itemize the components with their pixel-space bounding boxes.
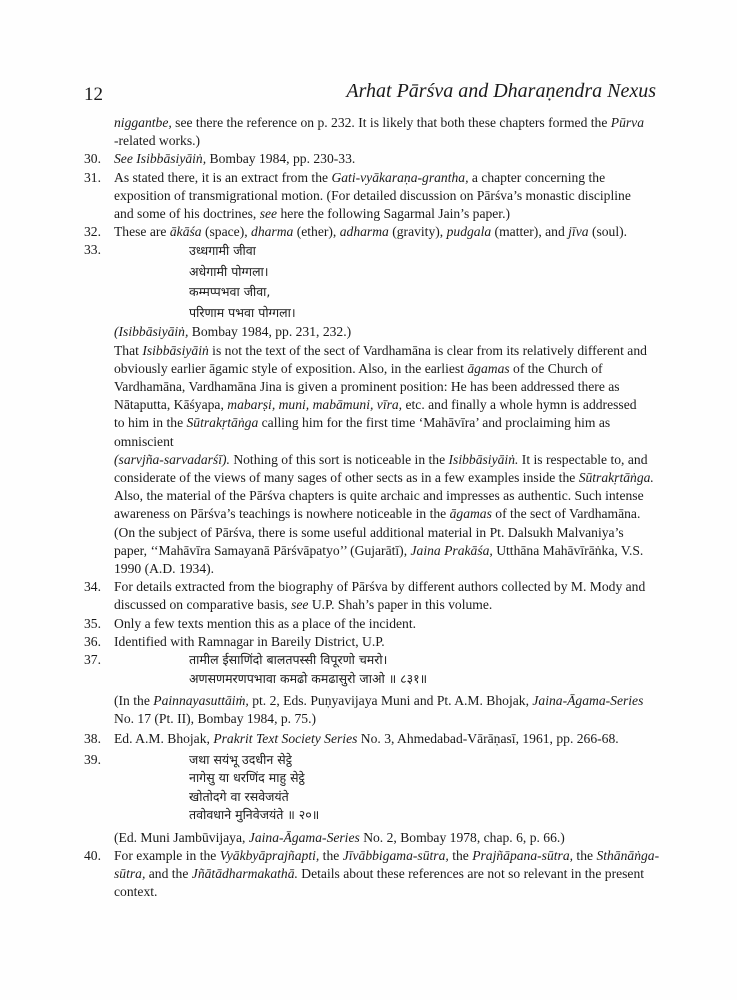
verse-line: उध्धगामी जीवा xyxy=(189,243,256,259)
text-run: to him in the xyxy=(114,415,187,431)
note-number: 40. xyxy=(84,847,101,863)
italic-term: pudgala xyxy=(446,224,492,240)
text-run: For example in the xyxy=(114,847,220,863)
text-run: (ether), xyxy=(293,224,340,240)
note-continuation xyxy=(84,114,660,150)
text-line: 1990 (A.D. 1934). xyxy=(114,561,215,577)
running-head: Arhat Pārśva and Dharaṇendra Nexus xyxy=(346,80,656,102)
text-run: Bombay 1984, pp. 230-33. xyxy=(206,151,356,167)
text-run: Utthāna Mahāvīrāṅka, V.S. xyxy=(492,542,644,558)
text-run: Details about these references are not so relevant in the present xyxy=(297,866,645,882)
note-36 xyxy=(84,633,660,651)
text-line: For details extracted from the biography of Pārśva by different authors collected by M. Mody and xyxy=(114,579,646,595)
text-run: obviously earlier āgamic style of exposition. Also, in the earliest xyxy=(114,360,468,376)
text-run: (matter), and xyxy=(491,224,569,240)
text-run: (Ed. Muni Jambūvijaya, xyxy=(114,829,249,845)
text-run: Bombay 1984, pp. 231, 232.) xyxy=(188,324,352,340)
italic-term: ākāśa xyxy=(169,224,202,240)
page-header xyxy=(84,78,656,108)
note-number: 35. xyxy=(84,615,101,631)
text-line: Vardhamāna, Vardhamāna Jina is given a prominent position: He has been addressed there as xyxy=(114,379,620,395)
italic-term: Sūtrakṛtāṅga. xyxy=(578,470,654,486)
verse-line: खोतोदगे वा रसवेजयंते xyxy=(189,788,289,804)
text-run: (soul). xyxy=(588,224,628,240)
sanskrit-verse xyxy=(114,651,660,688)
note-number: 39. xyxy=(84,751,101,767)
italic-term: Isibbāsiyāiṅ. xyxy=(448,451,519,467)
verse-line: परिणाम पभवा पोग्गला। xyxy=(189,304,296,320)
text-run: here the following Sagarmal Jain’s paper.) xyxy=(277,206,511,222)
note-32 xyxy=(84,223,660,241)
note-34 xyxy=(84,578,660,614)
text-line: exposition of transmigrational motion. (For detailed discussion on Pārśva’s monastic discipline xyxy=(114,187,631,203)
text-run: and some of his doctrines, xyxy=(114,206,260,222)
note-number: 37. xyxy=(84,652,101,668)
italic-term: Pūrva xyxy=(610,115,645,130)
text-run: No. 3, Ahmedabad-Vārāṇasī, 1961, pp. 266-68. xyxy=(357,731,619,747)
text-run: see there the reference on p. 232. It is likely that both these chapters formed the xyxy=(171,115,611,130)
text-run: Only a few texts mention this as a place of the incident. xyxy=(114,615,416,631)
note-30 xyxy=(84,150,660,168)
text-run: of the sect of Vardhamāna. xyxy=(491,506,641,522)
italic-term: sūtra, xyxy=(114,866,146,882)
text-run: considerate of the views of many sages of other sects as in a few examples inside the xyxy=(114,470,579,486)
text-run: of the Church of xyxy=(509,360,603,376)
italic-term: Jaina-Āgama-Series xyxy=(248,829,360,845)
note-number: 32. xyxy=(84,224,101,240)
verse-line: तवोवधाने मुनिवेजयंते ॥ २०॥ xyxy=(189,807,320,823)
italic-term: jīva xyxy=(568,224,589,240)
note-number: 34. xyxy=(84,579,101,595)
text-run: calling him for the first time ‘Mahāvīra’ and proclaiming him as omniscient xyxy=(114,415,611,449)
text-run: No. 2, Bombay 1978, chap. 6, p. 66.) xyxy=(359,829,565,845)
italic-term: āgamas xyxy=(467,360,510,376)
text-line: (On the subject of Pārśva, there is some useful additional material in Pt. Dalsukh Malvaniya’s xyxy=(114,524,624,540)
italic-term: see xyxy=(259,206,278,222)
verse-line: अधेगामी पोग्गला। xyxy=(189,263,269,279)
sanskrit-verse xyxy=(114,751,660,825)
italic-term: Jīvābbigama-sūtra, xyxy=(342,847,449,863)
italic-term: Prajñāpana-sūtra, xyxy=(472,847,574,863)
text-run: the xyxy=(319,847,343,863)
italic-term: Painnayasuttāiṁ, xyxy=(153,693,249,709)
text-run: U.P. Shah’s paper in this volume. xyxy=(308,597,493,613)
note-40 xyxy=(84,847,660,902)
verse-line: कम्मप्पभवा जीवा, xyxy=(189,284,271,300)
verse-line: तामील ईसाणिंदो बालतपस्सी विपूरणो चमरो। xyxy=(189,652,388,668)
text-run: and the xyxy=(145,866,192,882)
note-number: 36. xyxy=(84,633,101,649)
italic-term: see xyxy=(291,597,309,613)
text-run: Ed. A.M. Bhojak, xyxy=(114,731,214,747)
note-39 xyxy=(84,751,660,847)
text-run: Nātaputta, Kāśyapa, xyxy=(114,397,228,413)
verse-line: नागेसु या धरणिंद माहु सेट्ठे xyxy=(189,770,305,786)
italic-term: Jaina Prakāśa, xyxy=(410,542,493,558)
text-run: etc. and finally a whole hymn is addressed xyxy=(402,397,637,413)
italic-term: Vyākbyāprajñapti, xyxy=(219,847,320,863)
text-run: Nothing of this sort is noticeable in the xyxy=(229,451,449,467)
text-run: It is respectable to, and xyxy=(518,451,648,467)
text-line: -related works.) xyxy=(114,133,201,149)
italic-term: Jaina-Āgama-Series xyxy=(532,693,644,709)
italic-term: Prakrit Text Society Series xyxy=(213,731,358,747)
verse-line: जथा सयंभू उदधीन सेट्ठे xyxy=(189,751,292,767)
sanskrit-verse xyxy=(114,241,660,323)
text-run: That xyxy=(114,342,143,358)
italic-term: Sthānāṅga- xyxy=(596,847,660,863)
italic-term: Gati-vyākaraṇa-grantha, xyxy=(331,169,469,185)
verse-line: अणसणमरणपभावा कमढो कमढासुरो जाओ ॥ ८३१॥ xyxy=(189,670,428,686)
note-31 xyxy=(84,169,660,224)
note-number: 38. xyxy=(84,731,101,747)
text-line: context. xyxy=(114,884,158,900)
text-run: (gravity), xyxy=(388,224,447,240)
italic-term: niggantbe, xyxy=(114,115,172,130)
note-number: 33. xyxy=(84,242,101,258)
italic-term: āgamas xyxy=(449,506,492,522)
italic-term: adharma xyxy=(339,224,389,240)
text-run: the xyxy=(448,847,473,863)
italic-term: (Isibbāsiyāiṅ, xyxy=(114,324,189,340)
note-37 xyxy=(84,651,660,728)
text-run: pt. 2, Eds. Puṇyavijaya Muni and Pt. A.M. Bhojak, xyxy=(248,693,533,709)
text-run: As stated there, it is an extract from the xyxy=(114,169,332,185)
text-run: is not the text of the sect of Vardhamāna is clear from its relatively different and xyxy=(208,342,647,358)
note-33 xyxy=(84,241,660,578)
note-38 xyxy=(84,730,660,748)
text-run: (space), xyxy=(201,224,252,240)
text-run: the xyxy=(573,847,597,863)
note-number: 31. xyxy=(84,169,101,185)
note-number: 30. xyxy=(84,151,101,167)
text-run: (In the xyxy=(114,693,154,709)
text-run: discussed on comparative basis, xyxy=(114,597,292,613)
text-line: Also, the material of the Pārśva chapters is quite archaic and impresses as authentic. Such intense xyxy=(114,488,644,504)
text-line: No. 17 (Pt. II), Bombay 1984, p. 75.) xyxy=(114,711,317,727)
italic-term: See Isibbāsiyāiṅ, xyxy=(114,151,207,167)
note-35 xyxy=(84,615,660,633)
page-number: 12 xyxy=(84,84,103,105)
italic-term: Sūtrakṛtāṅga xyxy=(186,415,259,431)
text-run: a chapter concerning the xyxy=(468,169,606,185)
footnotes-body xyxy=(84,114,660,902)
text-run: awareness on Pārśva’s teachings is nowhere noticeable in the xyxy=(114,506,450,522)
text-run: These are xyxy=(114,224,170,240)
text-run: Identified with Ramnagar in Bareily District, U.P. xyxy=(114,633,385,649)
italic-term: Isibbāsiyāiṅ xyxy=(142,342,209,358)
italic-term: mabarṣi, muni, mabāmuni, vīra, xyxy=(227,397,403,413)
text-run: paper, ‘‘Mahāvīra Samayanā Pārśvāpatyo’’ (Gujarātī), xyxy=(114,542,411,558)
italic-term: Jñātādharmakathā. xyxy=(191,866,298,882)
italic-term: dharma xyxy=(251,224,294,240)
italic-term: (sarvjña-sarvadarśī). xyxy=(114,451,230,467)
